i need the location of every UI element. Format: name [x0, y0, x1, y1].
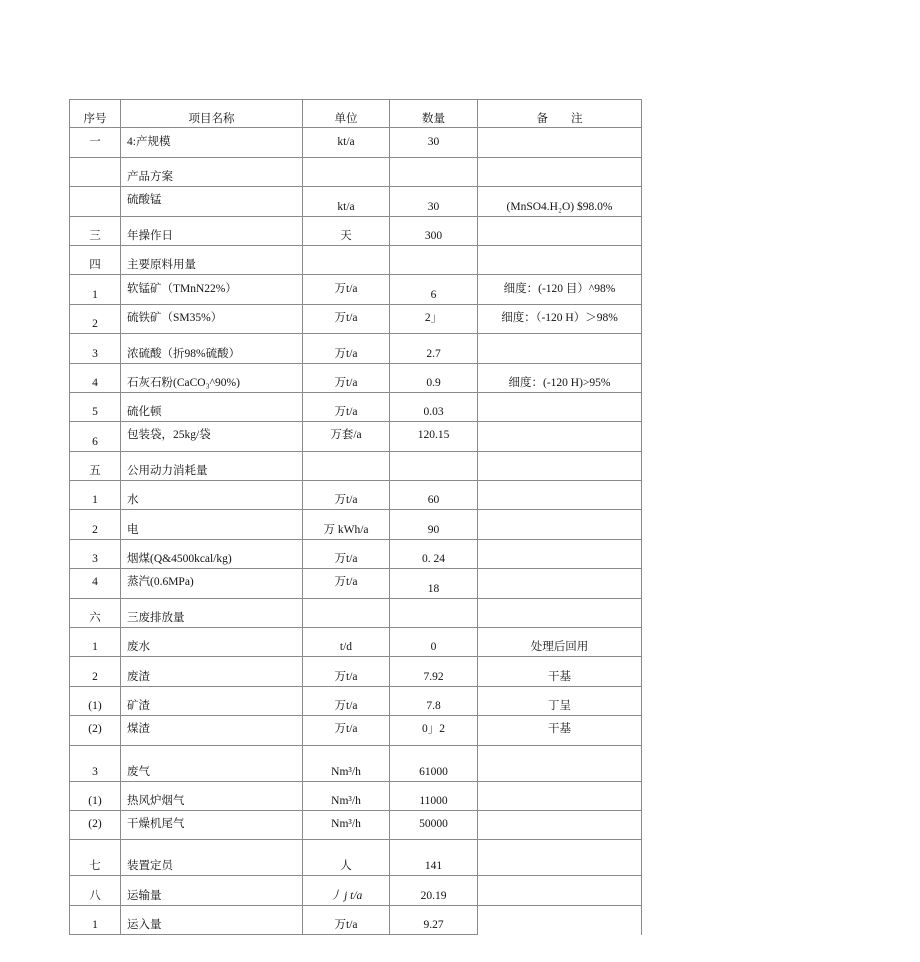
table-row — [70, 422, 642, 451]
cell-note: 丁呈 — [478, 686, 642, 715]
cell-name: 水 — [121, 481, 303, 510]
cell-note: 细度：（-120 H）＞98% — [478, 304, 642, 333]
cell-no: 3 — [70, 334, 121, 363]
cell-no: 1 — [70, 275, 121, 304]
cell-unit: 万t/a — [303, 392, 390, 421]
cell-note — [478, 216, 642, 245]
cell-note — [478, 128, 642, 157]
table-row — [70, 569, 642, 598]
cell-note — [478, 840, 642, 876]
cell-qty: 2.7 — [390, 334, 478, 363]
cell-no: 2 — [70, 510, 121, 539]
cell-qty: 7.8 — [390, 686, 478, 715]
cell-qty — [390, 451, 478, 480]
cell-note — [478, 876, 642, 905]
cell-unit: 万t/a — [303, 363, 390, 392]
cell-qty — [390, 598, 478, 627]
cell-name: 矿渣 — [121, 686, 303, 715]
table-row — [70, 363, 642, 392]
cell-name: 装置定员 — [121, 840, 303, 876]
cell-name: 运入量 — [121, 905, 303, 934]
cell-no: 四 — [70, 245, 121, 274]
cell-name: 煤渣 — [121, 716, 303, 745]
cell-unit: 万t/a — [303, 334, 390, 363]
cell-qty — [390, 157, 478, 186]
cell-qty: 11000 — [390, 781, 478, 810]
cell-name: 硫化顿 — [121, 392, 303, 421]
header-qty: 数量 — [390, 100, 478, 128]
cell-no: 六 — [70, 598, 121, 627]
cell-name: 蒸汽(0.6MPa) — [121, 569, 303, 598]
cell-no: 五 — [70, 451, 121, 480]
cell-name: 硫酸锰 — [121, 187, 303, 216]
cell-no: 七 — [70, 840, 121, 876]
cell-no: 3 — [70, 745, 121, 781]
cell-qty: 90 — [390, 510, 478, 539]
cell-note — [478, 451, 642, 480]
cell-name: 石灰石粉(CaCO₃^90%) — [121, 363, 303, 392]
table-row — [70, 510, 642, 539]
cell-no: 6 — [70, 422, 121, 451]
cell-unit: 万t/a — [303, 569, 390, 598]
table-row — [70, 334, 642, 363]
cell-note — [478, 598, 642, 627]
cell-unit: kt/a — [303, 187, 390, 216]
table-row — [70, 876, 642, 905]
cell-name: 产品方案 — [121, 157, 303, 186]
cell-name: 电 — [121, 510, 303, 539]
cell-unit: 万t/a — [303, 686, 390, 715]
cell-note — [478, 745, 642, 781]
cell-qty: 30 — [390, 187, 478, 216]
cell-note — [478, 245, 642, 274]
cell-note — [478, 569, 642, 598]
cell-note — [478, 510, 642, 539]
cell-no: 2 — [70, 657, 121, 686]
cell-unit: 万t/a — [303, 657, 390, 686]
cell-qty: 0. 24 — [390, 539, 478, 568]
cell-unit — [303, 598, 390, 627]
cell-no: 八 — [70, 876, 121, 905]
cell-name: 包装袋，25kg/袋 — [121, 422, 303, 451]
table-row — [70, 810, 642, 839]
cell-unit: 万t/a — [303, 539, 390, 568]
table-row — [70, 245, 642, 274]
cell-no: 4 — [70, 569, 121, 598]
cell-note: 干基 — [478, 657, 642, 686]
cell-note — [478, 422, 642, 451]
cell-qty: 0」2 — [390, 716, 478, 745]
cell-note — [478, 481, 642, 510]
cell-unit — [303, 157, 390, 186]
cell-unit — [303, 245, 390, 274]
cell-name: 主要原料用量 — [121, 245, 303, 274]
cell-unit: kt/a — [303, 128, 390, 157]
cell-name: 废渣 — [121, 657, 303, 686]
cell-qty: 9.27 — [390, 905, 478, 934]
cell-unit: Nm³/h — [303, 781, 390, 810]
table-row — [70, 187, 642, 216]
table-row — [70, 275, 642, 304]
cell-qty: 18 — [390, 569, 478, 598]
cell-qty: 6 — [390, 275, 478, 304]
header-note: 备 注 — [478, 100, 642, 128]
table-row — [70, 745, 642, 781]
cell-qty: 141 — [390, 840, 478, 876]
table-row — [70, 686, 642, 715]
cell-note — [478, 810, 642, 839]
cell-name: 4:产规模 — [121, 128, 303, 157]
cell-note: 处理后回用 — [478, 628, 642, 657]
table-row — [70, 216, 642, 245]
cell-qty: 61000 — [390, 745, 478, 781]
cell-name: 浓硫酸（折98%硫酸） — [121, 334, 303, 363]
cell-note — [478, 539, 642, 568]
header-no: 序号 — [70, 100, 121, 128]
cell-note: 细度：(-120 H)>95% — [478, 363, 642, 392]
table-row — [70, 451, 642, 480]
cell-qty: 120.15 — [390, 422, 478, 451]
cell-note — [478, 392, 642, 421]
cell-no: 一 — [70, 128, 121, 157]
table-header-row — [70, 100, 642, 128]
cell-qty: 50000 — [390, 810, 478, 839]
cell-unit: 天 — [303, 216, 390, 245]
cell-no: (1) — [70, 781, 121, 810]
cell-qty: 0 — [390, 628, 478, 657]
cell-unit: Nm³/h — [303, 810, 390, 839]
table-row — [70, 840, 642, 876]
cell-no: (2) — [70, 716, 121, 745]
table-row — [70, 905, 642, 934]
cell-no: 2 — [70, 304, 121, 333]
cell-no: (1) — [70, 686, 121, 715]
cell-unit: 丿 j t/a — [303, 876, 390, 905]
cell-no — [70, 187, 121, 216]
cell-unit: 人 — [303, 840, 390, 876]
header-unit: 单位 — [303, 100, 390, 128]
cell-unit: 万t/a — [303, 275, 390, 304]
table-row — [70, 628, 642, 657]
cell-name: 热风炉烟气 — [121, 781, 303, 810]
header-name: 项目名称 — [121, 100, 303, 128]
table-row — [70, 392, 642, 421]
cell-note: 细度：(-120 目）^98% — [478, 275, 642, 304]
cell-note — [478, 905, 642, 934]
cell-name: 软锰矿（TMnN22%） — [121, 275, 303, 304]
cell-unit: 万t/a — [303, 905, 390, 934]
cell-no: (2) — [70, 810, 121, 839]
cell-qty — [390, 245, 478, 274]
cell-qty: 2」 — [390, 304, 478, 333]
cell-name: 硫铁矿（SM35%） — [121, 304, 303, 333]
cell-name: 年操作日 — [121, 216, 303, 245]
cell-no: 1 — [70, 628, 121, 657]
cell-no: 3 — [70, 539, 121, 568]
cell-unit: 万套/a — [303, 422, 390, 451]
cell-note: (MnSO4.H₂O) $98.0% — [478, 187, 642, 216]
cell-no: 1 — [70, 481, 121, 510]
cell-unit: 万t/a — [303, 304, 390, 333]
cell-qty: 0.03 — [390, 392, 478, 421]
cell-qty: 300 — [390, 216, 478, 245]
cell-qty: 30 — [390, 128, 478, 157]
table-body — [70, 128, 642, 935]
table-row — [70, 716, 642, 745]
cell-no: 4 — [70, 363, 121, 392]
cell-name: 公用动力消耗量 — [121, 451, 303, 480]
cell-note: 干基 — [478, 716, 642, 745]
cell-no — [70, 157, 121, 186]
cell-name: 运输量 — [121, 876, 303, 905]
cell-unit: t/d — [303, 628, 390, 657]
table-row — [70, 539, 642, 568]
cell-qty: 20.19 — [390, 876, 478, 905]
cell-qty: 60 — [390, 481, 478, 510]
cell-note — [478, 334, 642, 363]
cell-no: 5 — [70, 392, 121, 421]
spec-table — [69, 99, 642, 935]
cell-name: 干燥机尾气 — [121, 810, 303, 839]
cell-note — [478, 157, 642, 186]
table-row — [70, 128, 642, 157]
cell-unit: 万t/a — [303, 481, 390, 510]
cell-unit — [303, 451, 390, 480]
cell-unit: 万 kWh/a — [303, 510, 390, 539]
cell-no: 三 — [70, 216, 121, 245]
table-row — [70, 781, 642, 810]
cell-note — [478, 781, 642, 810]
cell-qty: 0.9 — [390, 363, 478, 392]
table-row — [70, 598, 642, 627]
cell-name: 三废排放量 — [121, 598, 303, 627]
cell-name: 烟煤(Q&4500kcal/kg) — [121, 539, 303, 568]
cell-unit: Nm³/h — [303, 745, 390, 781]
cell-no: 1 — [70, 905, 121, 934]
table-row — [70, 481, 642, 510]
cell-unit: 万t/a — [303, 716, 390, 745]
cell-qty: 7.92 — [390, 657, 478, 686]
table-row — [70, 157, 642, 186]
cell-name: 废水 — [121, 628, 303, 657]
cell-name: 废气 — [121, 745, 303, 781]
table-row — [70, 304, 642, 333]
table-row — [70, 657, 642, 686]
